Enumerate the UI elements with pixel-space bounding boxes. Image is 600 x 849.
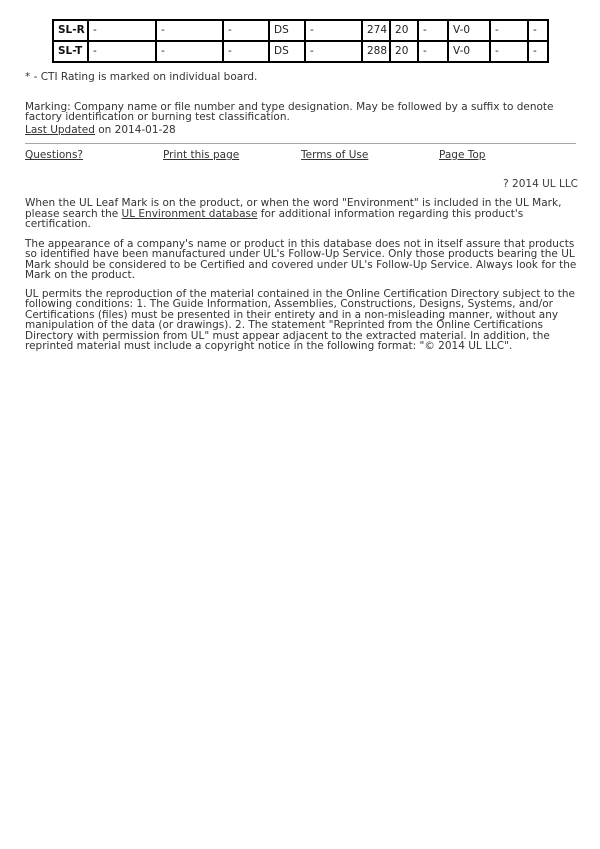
last-updated-date: on 2014-01-28 <box>94 123 176 136</box>
page-top-link[interactable]: Page Top <box>439 149 486 161</box>
row-label: SL-R <box>53 20 88 41</box>
marking-text: Marking: Company name or file number and type designation. May be followed by a suffix to denote factory identification or burning test classification. <box>25 100 554 123</box>
table-row <box>53 20 548 41</box>
table-row <box>53 41 548 62</box>
table-cell: - <box>223 20 269 41</box>
terms-of-use-link[interactable]: Terms of Use <box>301 149 369 161</box>
footer-nav <box>25 150 581 161</box>
copyright-text: ? 2014 UL LLC <box>503 177 578 190</box>
table-cell: 20 <box>390 20 418 41</box>
cti-footnote: * - CTI Rating is marked on individual board. <box>25 71 258 83</box>
table-cell: - <box>223 41 269 62</box>
table-cell: DS <box>269 41 305 62</box>
paragraph-environment-after: for additional information regarding this product's certification. <box>25 207 524 230</box>
table-cell: - <box>88 41 156 62</box>
paragraph-reproduction: UL permits the reproduction of the material contained in the Online Certification Directory subject to the following conditions: 1. The Guide Information, Assemblies, Constructions, Designs, Systems, and/or Certifications (files) must be presented in their entirety and in a non-misleading manner, without any manipulation of the data (or drawings). 2. The statement "Reprinted from the Online Certifications Directory with permission from UL" must appear adjacent to the extracted material. In addition, the reprinted material must include a copyright notice in the following format: "© 2014 UL LLC". <box>25 287 575 352</box>
table-cell: - <box>490 20 528 41</box>
ul-environment-database-link[interactable]: UL Environment database <box>121 207 258 220</box>
paragraph-appearance: The appearance of a company's name or product in this database does not in itself assure that products so identified have been manufactured under UL's Follow-Up Service. Only those products bearing the UL Mark should be considered to be Certified and covered under UL's Follow-Up Service. Always look for the Mark on the product. <box>25 237 577 281</box>
table-cell: 20 <box>390 41 418 62</box>
paragraph-environment <box>25 198 581 230</box>
last-updated-link[interactable]: Last Updated <box>25 123 95 136</box>
table-cell: V-0 <box>448 41 490 62</box>
table-cell: - <box>88 20 156 41</box>
table-cell: - <box>305 41 362 62</box>
table-cell: - <box>490 41 528 62</box>
table-cell: 274 <box>362 20 390 41</box>
table-cell: - <box>305 20 362 41</box>
table-cell: - <box>156 41 223 62</box>
table-cell: 288 <box>362 41 390 62</box>
last-updated-line <box>25 125 600 136</box>
table-cell: - <box>528 41 548 62</box>
table-cell: - <box>156 20 223 41</box>
paragraph-environment-before: When the UL Leaf Mark is on the product, or when the word "Environment" is included in the UL Mark, please search the <box>25 197 562 220</box>
row-label: SL-T <box>53 41 88 62</box>
ratings-table <box>52 19 549 63</box>
table-cell: - <box>418 20 448 41</box>
table-cell: - <box>418 41 448 62</box>
table-cell: V-0 <box>448 20 490 41</box>
divider-rule <box>25 143 576 144</box>
questions-link[interactable]: Questions? <box>25 149 84 161</box>
print-page-link[interactable]: Print this page <box>163 149 240 161</box>
table-cell: DS <box>269 20 305 41</box>
table-cell: - <box>528 20 548 41</box>
